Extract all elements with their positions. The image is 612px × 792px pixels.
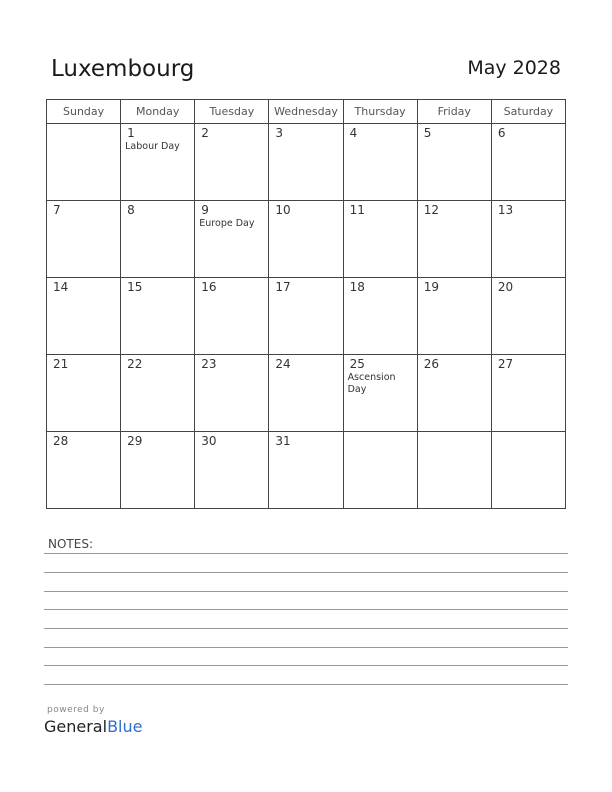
day-number: 12 — [423, 203, 439, 217]
day-cell — [491, 278, 565, 355]
day-number: 20 — [497, 280, 514, 294]
day-cell — [343, 124, 417, 201]
weekday-header: Sunday — [47, 100, 121, 124]
day-number: 18 — [349, 280, 365, 294]
day-number: 11 — [349, 203, 365, 217]
day-number: 4 — [349, 126, 358, 140]
week-row — [47, 201, 566, 278]
weekday-header-row — [47, 100, 566, 124]
day-cell — [417, 355, 491, 432]
powered-by-text: powered by — [47, 705, 105, 715]
day-cell — [417, 124, 491, 201]
day-number: 19 — [423, 280, 439, 294]
weekday-header: Wednesday — [269, 100, 343, 124]
note-line — [44, 684, 568, 685]
day-cell — [491, 201, 565, 278]
day-number: 3 — [275, 126, 284, 140]
day-number: 28 — [53, 434, 69, 448]
day-cell — [195, 201, 269, 278]
day-cell — [269, 355, 343, 432]
day-cell — [121, 124, 195, 201]
day-number: 26 — [423, 357, 439, 371]
day-cell — [491, 432, 565, 509]
day-cell — [195, 355, 269, 432]
day-cell — [47, 432, 121, 509]
day-cell — [269, 432, 343, 509]
holiday-label: Labour Day — [125, 141, 180, 152]
day-number: 2 — [201, 126, 209, 140]
day-number: 30 — [201, 434, 217, 448]
day-number: 21 — [53, 357, 69, 371]
day-cell — [269, 278, 343, 355]
day-number: 29 — [127, 434, 143, 448]
note-line — [44, 647, 568, 648]
note-line — [44, 609, 568, 610]
day-number: 22 — [127, 357, 143, 371]
day-cell — [417, 201, 491, 278]
month-year-title: May 2028 — [467, 57, 561, 79]
day-cell — [343, 278, 417, 355]
brand-general: General — [44, 717, 108, 736]
note-line — [44, 572, 568, 573]
day-cell — [121, 355, 195, 432]
day-number: 14 — [53, 280, 69, 294]
day-number: 25 — [349, 357, 365, 371]
day-number: 31 — [275, 434, 291, 448]
note-line — [44, 553, 568, 554]
weekday-header: Friday — [417, 100, 491, 124]
day-cell — [121, 278, 195, 355]
weekday-header: Thursday — [343, 100, 417, 124]
day-number: 13 — [497, 203, 514, 217]
week-row — [47, 278, 566, 355]
week-row — [47, 432, 566, 509]
day-cell — [195, 278, 269, 355]
day-cell — [47, 124, 121, 201]
day-cell — [491, 124, 565, 201]
day-number: 27 — [497, 357, 514, 371]
day-number: 9 — [201, 203, 209, 217]
note-line — [44, 628, 568, 629]
day-cell — [343, 201, 417, 278]
day-cell — [491, 355, 565, 432]
note-line — [44, 591, 568, 592]
brand-logo — [44, 717, 142, 736]
day-number: 23 — [201, 357, 217, 371]
day-cell — [269, 201, 343, 278]
day-cell — [417, 278, 491, 355]
day-number: 6 — [497, 126, 506, 140]
day-number: 10 — [275, 203, 291, 217]
day-cell — [417, 432, 491, 509]
brand-blue: Blue — [107, 717, 143, 736]
holiday-label: Ascension Day — [347, 372, 396, 395]
day-cell — [195, 124, 269, 201]
holiday-label: Europe Day — [199, 218, 255, 229]
weekday-header: Saturday — [491, 100, 565, 124]
day-number: 15 — [127, 280, 143, 294]
day-cell — [121, 201, 195, 278]
day-number: 7 — [53, 203, 61, 217]
day-cell — [343, 355, 417, 432]
day-cell — [47, 355, 121, 432]
day-cell — [47, 278, 121, 355]
day-number: 1 — [127, 126, 135, 140]
note-line — [44, 665, 568, 666]
day-number: 8 — [127, 203, 135, 217]
weekday-header: Monday — [121, 100, 195, 124]
calendar-grid — [46, 99, 566, 509]
day-number: 17 — [275, 280, 291, 294]
day-number: 24 — [275, 357, 291, 371]
country-title: Luxembourg — [51, 56, 195, 82]
notes-label: NOTES: — [48, 537, 93, 551]
week-row — [47, 124, 566, 201]
day-number: 16 — [201, 280, 217, 294]
day-cell — [269, 124, 343, 201]
day-cell — [121, 432, 195, 509]
weekday-header: Tuesday — [195, 100, 269, 124]
day-cell — [47, 201, 121, 278]
day-cell — [195, 432, 269, 509]
week-row — [47, 355, 566, 432]
day-number: 5 — [423, 126, 432, 140]
day-cell — [343, 432, 417, 509]
